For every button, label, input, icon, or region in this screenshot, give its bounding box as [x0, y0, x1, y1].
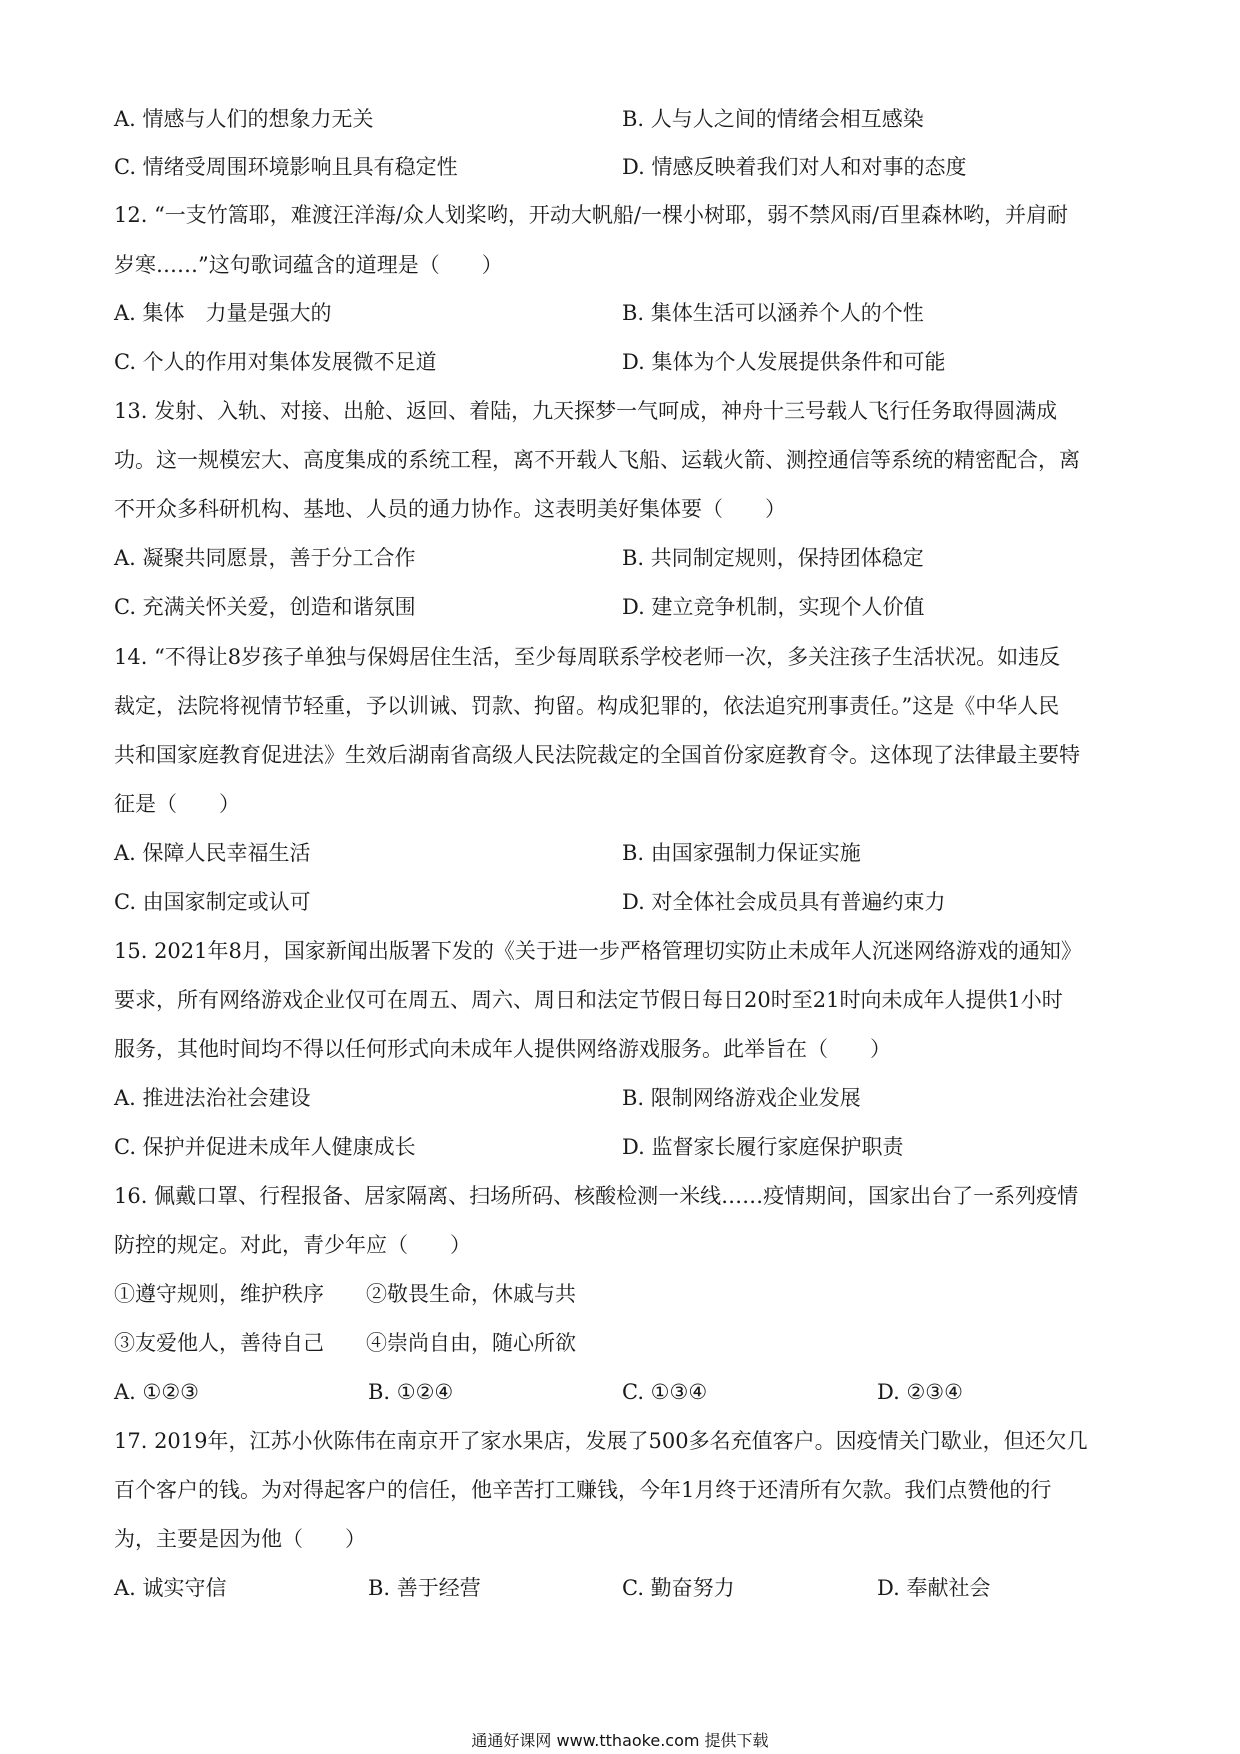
q17-stem-line-2: 百个客户的钱。为对得起客户的信任，他辛苦打工赚钱，今年1月终于还清所有欠款。我们点赞他的行: [114, 1478, 1052, 1502]
q15-option-c: C. 保护并促进未成年人健康成长: [114, 1135, 416, 1159]
q17-option-c: C. 勤奋努力: [622, 1576, 735, 1600]
q12-option-c: C. 个人的作用对集体发展微不足道: [114, 350, 437, 374]
q13-option-d: D. 建立竞争机制，实现个人价值: [622, 595, 925, 619]
q14-stem-line-2: 裁定，法院将视情节轻重，予以训诫、罚款、拘留。构成犯罪的，依法追究刑事责任。”这是《中华人民: [114, 694, 1060, 718]
q15-stem-line-2: 要求，所有网络游戏企业仅可在周五、周六、周日和法定节假日每日20时至21时向未成年人提供1小时: [114, 988, 1063, 1012]
q15-option-b: B. 限制网络游戏企业发展: [622, 1086, 861, 1110]
q17-option-b: B. 善于经营: [368, 1576, 481, 1600]
q13-stem-line-2: 功。这一规模宏大、高度集成的系统工程，离不开载人飞船、运载火箭、测控通信等系统的精密配合，离: [114, 448, 1080, 472]
q17-option-d: D. 奉献社会: [877, 1576, 991, 1600]
q16-option-d: D. ②③④: [877, 1380, 963, 1404]
q12-stem-line-1: 12. “一支竹篙耶，难渡汪洋海/众人划桨哟，开动大帆船/一棵小树耶，弱不禁风雨/百里森林哟，并肩耐: [114, 203, 1069, 227]
q16-statement-line-2: ③友爱他人，善待自己 ④崇尚自由，随心所欲: [114, 1331, 576, 1355]
q12-option-d: D. 集体为个人发展提供条件和可能: [622, 350, 946, 374]
q11-option-a: A. 情感与人们的想象力无关: [114, 107, 374, 131]
q15-stem-line-1: 15. 2021年8月，国家新闻出版署下发的《关于进一步严格管理切实防止未成年人沉迷网络游戏的通知》: [114, 939, 1082, 963]
q14-option-a: A. 保障人民幸福生活: [114, 841, 311, 865]
q14-stem-line-4: 征是（ ）: [114, 792, 240, 816]
q17-stem-line-1: 17. 2019年，江苏小伙陈伟在南京开了家水果店，发展了500多名充值客户。因疫情关门歇业，但还欠几: [114, 1429, 1088, 1453]
q13-option-c: C. 充满关怀关爱，创造和谐氛围: [114, 595, 416, 619]
q17-stem-line-3: 为，主要是因为他（ ）: [114, 1527, 366, 1551]
q12-option-b: B. 集体生活可以涵养个人的个性: [622, 301, 924, 325]
q14-option-c: C. 由国家制定或认可: [114, 890, 311, 914]
q11-option-c: C. 情绪受周围环境影响且具有稳定性: [114, 155, 458, 179]
q13-stem-line-1: 13. 发射、入轨、对接、出舱、返回、着陆，九天探梦一气呵成，神舟十三号载人飞行任务取得圆满成: [114, 399, 1058, 423]
q14-option-d: D. 对全体社会成员具有普遍约束力: [622, 890, 946, 914]
q16-stem-line-2: 防控的规定。对此，青少年应（ ）: [114, 1233, 471, 1257]
q15-option-a: A. 推进法治社会建设: [114, 1086, 311, 1110]
footer-source-note: 通通好课网 www.tthaoke.com 提供下载: [471, 1731, 769, 1750]
q17-option-a: A. 诚实守信: [114, 1576, 227, 1600]
q13-stem-line-3: 不开众多科研机构、基地、人员的通力协作。这表明美好集体要（ ）: [114, 497, 786, 521]
q14-option-b: B. 由国家强制力保证实施: [622, 841, 861, 865]
q13-option-a: A. 凝聚共同愿景，善于分工合作: [114, 546, 416, 570]
q14-stem-line-1: 14. “不得让8岁孩子单独与保姆居住生活，至少每周联系学校老师一次，多关注孩子生活状况。如违反: [114, 645, 1061, 669]
q15-option-d: D. 监督家长履行家庭保护职责: [622, 1135, 904, 1159]
q13-option-b: B. 共同制定规则，保持团体稳定: [622, 546, 924, 570]
q12-stem-line-2: 岁寒……”这句歌词蕴含的道理是（ ）: [114, 253, 503, 277]
q16-stem-line-1: 16. 佩戴口罩、行程报备、居家隔离、扫场所码、核酸检测一米线……疫情期间，国家出台了一系列疫情: [114, 1184, 1079, 1208]
q11-option-b: B. 人与人之间的情绪会相互感染: [622, 107, 924, 131]
q16-option-b: B. ①②④: [368, 1380, 454, 1404]
q15-stem-line-3: 服务，其他时间均不得以任何形式向未成年人提供网络游戏服务。此举旨在（ ）: [114, 1037, 891, 1061]
q11-option-d: D. 情感反映着我们对人和对事的态度: [622, 155, 967, 179]
q16-statement-line-1: ①遵守规则，维护秩序 ②敬畏生命，休戚与共: [114, 1282, 576, 1306]
q16-option-c: C. ①③④: [622, 1380, 708, 1404]
q16-option-a: A. ①②③: [114, 1380, 199, 1404]
q12-option-a: A. 集体 力量是强大的: [114, 301, 332, 325]
q14-stem-line-3: 共和国家庭教育促进法》生效后湖南省高级人民法院裁定的全国首份家庭教育令。这体现了法律最主要特: [114, 743, 1080, 767]
